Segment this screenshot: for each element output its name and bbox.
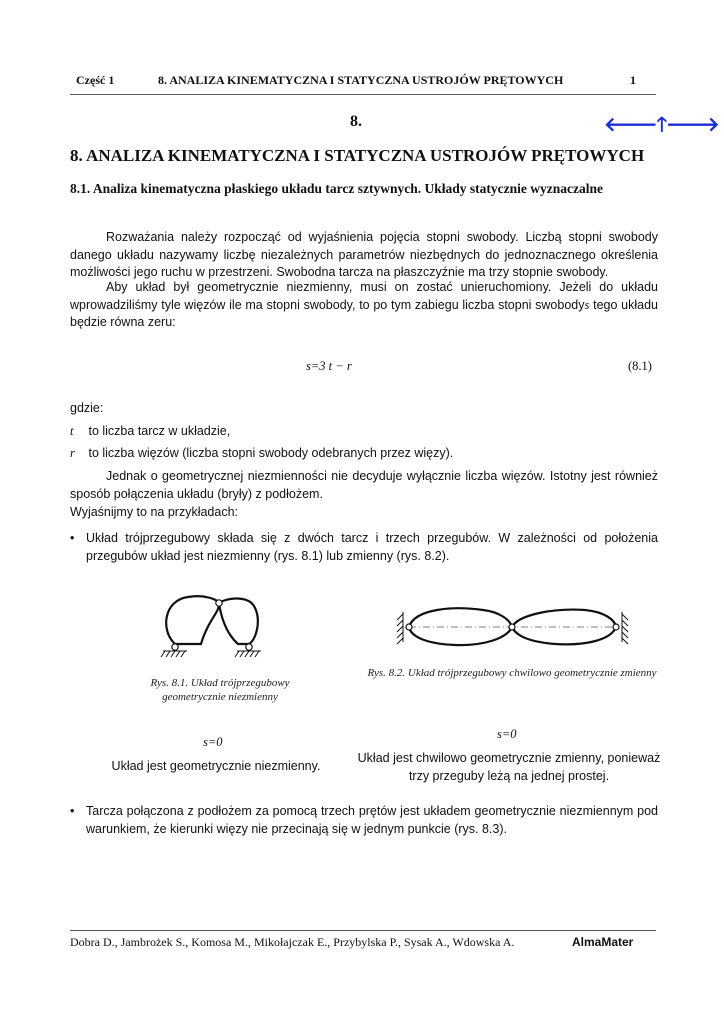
figure-8-1: [150, 592, 270, 662]
paragraph-text: tego układu będzie równa zeru:: [70, 297, 659, 329]
figure-8-2-s-value: s=0: [497, 727, 517, 741]
chapter-heading: 8. ANALIZA KINEMATYCZNA I STATYCZNA USTROJÓW PRĘTOWYCH: [70, 146, 645, 165]
middle-hinge: [509, 624, 515, 630]
bullet-marker: •: [70, 531, 75, 545]
page-header: [70, 70, 656, 90]
bullet-text: Układ trójprzegubowy składa się z dwóch tarcz i trzech przegubów. W zależności od położenia przegubów układ jest niezmienny (rys. 8.1) lub zmienny (rys. 8.2).: [86, 531, 658, 563]
left-disc: [166, 596, 219, 644]
figure-8-2-caption: Rys. 8.2. Układ trójprzegubowy chwilowo geometrycznie zmienny: [367, 667, 657, 679]
navigation-icons: [604, 110, 719, 144]
paragraph-degrees-of-freedom: Rozważania należy rozpocząć od wyjaśnienia pojęcia stopni swobody. Liczbą stopni swobody danego układu nazywamy liczbę niezależnych parametrów niezbędnych do jednoznacznego określenia możliwości jego ruchu w przestrzeni. Swobodna tarcza na płaszczyźnie ma trzy stopnie swobody.: [70, 230, 658, 279]
definition-text: to liczba tarcz w układzie,: [88, 424, 231, 438]
header-page-number: 1: [630, 73, 636, 87]
definition-symbol: r: [70, 446, 75, 460]
right-support-hinge: [246, 644, 252, 650]
definition-symbol: t: [70, 424, 74, 438]
definition-text: to liczba więzów (liczba stopni swobody odebranych przez więzy).: [88, 446, 454, 460]
chapter-number: 8.: [350, 113, 362, 130]
ground-supports: [161, 651, 261, 657]
footer-divider: [70, 930, 656, 931]
hinges: [172, 600, 252, 650]
definition-r: [70, 445, 453, 463]
definition-t: [70, 423, 230, 441]
bullet-text: Tarcza połączona z podłożem za pomocą trzech prętów jest układem geometrycznie niezmiennym pod warunkiem, że kierunki więzy nie przecinają się w jednym punkcie (rys. 8.3).: [86, 804, 658, 836]
figure-8-2-conclusion: Układ jest chwilowo geometrycznie zmienny, ponieważ trzy przeguby leżą na jednej prostej.: [357, 751, 661, 783]
figure-8-1-discs: [166, 596, 258, 644]
figure-8-1-s-value: s=0: [203, 735, 223, 749]
figure-8-2: [395, 600, 630, 652]
footer-authors: Dobra D., Jambrożek S., Komosa M., Mikołajczak E., Przybylska P., Sysak A., Wdowska A.: [70, 935, 515, 949]
formula: s=3 t − r: [306, 359, 352, 373]
paragraph-immobilization: [70, 279, 658, 332]
section-heading: 8.1. Analiza kinematyczna płaskiego układu tarcz sztywnych. Układy statycznie wyznaczalne: [70, 181, 603, 196]
footer-brand: AlmaMater: [572, 935, 634, 949]
header-title: 8. ANALIZA KINEMATYCZNA I STATYCZNA USTROJÓW PRĘTOWYCH: [158, 73, 564, 87]
left-support-hinge: [172, 644, 178, 650]
paragraph-text: Aby układ był geometrycznie niezmienny, musi on zostać unieruchomiony. Jeżeli do układu wprowadziliśmy tyle więzów ile ma stopni swobody, to po tym zabiegu liczba stopni swobody: [70, 280, 658, 312]
top-hinge: [216, 600, 222, 606]
left-hinge: [406, 624, 412, 630]
right-hinge: [613, 624, 619, 630]
header-divider: [70, 94, 656, 95]
header-part: Część 1: [76, 73, 115, 87]
where-label: gdzie:: [70, 401, 104, 415]
up-arrow-icon[interactable]: 🡑: [656, 114, 667, 136]
symbol-s: s: [584, 297, 590, 312]
figure-8-1-conclusion: Układ jest geometrycznie niezmienny.: [111, 759, 321, 773]
bullet-marker: •: [70, 804, 75, 818]
formula-number: (8.1): [628, 359, 652, 373]
forward-arrow-icon[interactable]: 🡒: [666, 114, 719, 136]
right-disc: [219, 598, 258, 644]
back-arrow-icon[interactable]: 🡐: [604, 114, 657, 136]
paragraph-connection: Jednak o geometrycznej niezmienności nie decyduje wyłącznie liczba więzów. Istotny jest również sposób połączenia układu (bryły) z podłożem.: [70, 469, 658, 501]
paragraph-examples-intro: Wyjaśnijmy to na przykładach:: [70, 505, 239, 519]
figure-8-1-caption: Rys. 8.1. Układ trójprzegubowy geometrycznie niezmienny: [150, 677, 290, 703]
